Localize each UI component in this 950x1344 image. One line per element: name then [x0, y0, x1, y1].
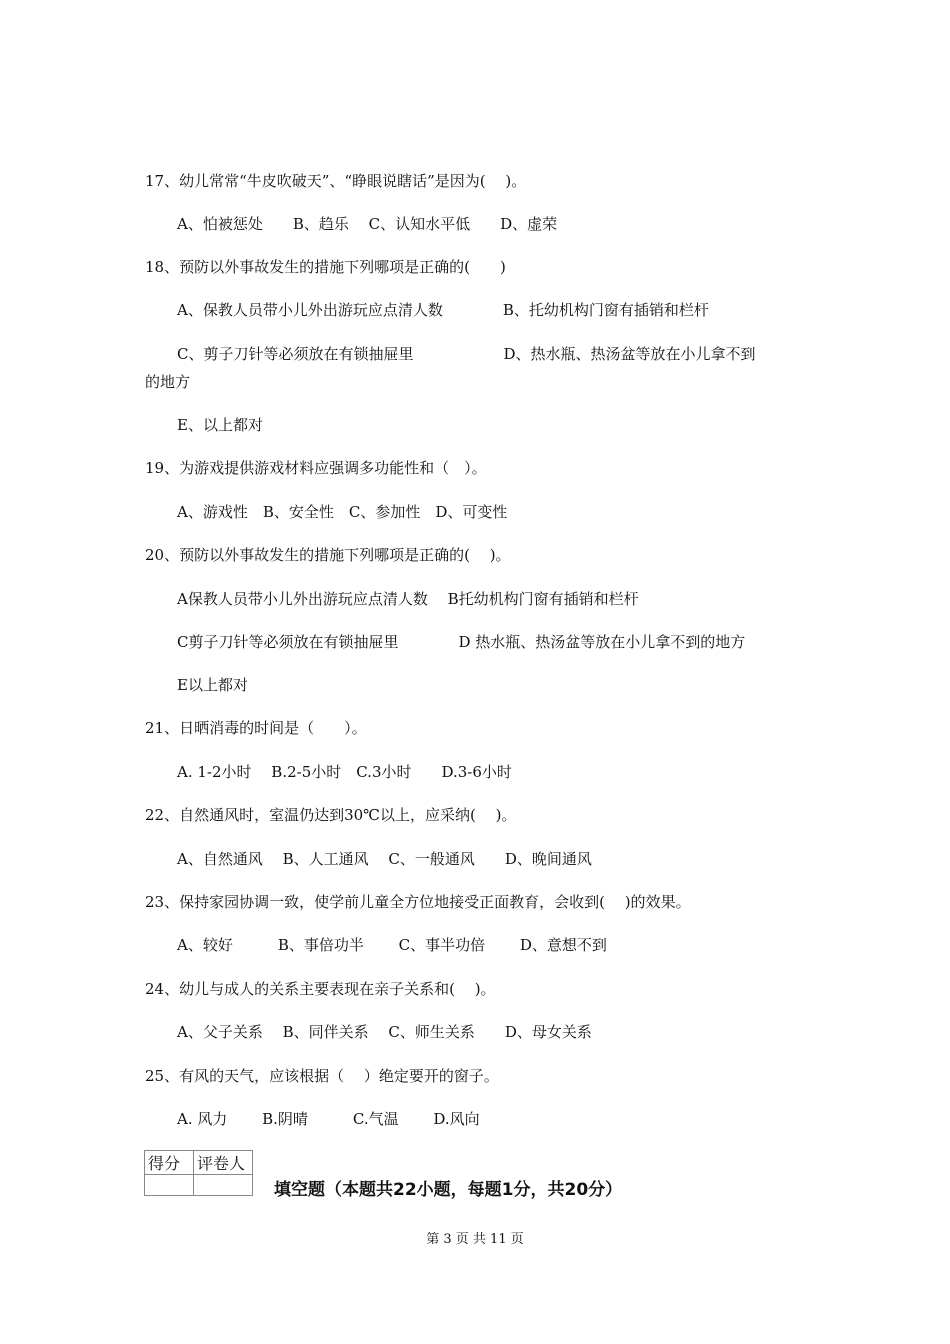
- grader-cell[interactable]: [194, 1175, 253, 1196]
- question-20-stem: 20、预防以外事故发生的措施下列哪项是正确的( )。: [145, 546, 511, 564]
- score-table: [144, 1150, 253, 1196]
- score-cell[interactable]: [145, 1175, 194, 1196]
- question-23-options: A、较好 B、事倍功半 C、事半功倍 D、意想不到: [177, 936, 607, 954]
- question-22-options: A、自然通风 B、人工通风 C、一般通风 D、晚间通风: [177, 850, 592, 868]
- question-18-stem: 18、预防以外事故发生的措施下列哪项是正确的( ): [145, 258, 506, 276]
- question-18-options-cd: C、剪子刀针等必须放在有锁抽屉里 D、热水瓶、热汤盆等放在小儿拿不到: [177, 345, 756, 363]
- question-17-options: A、怕被惩处 B、趋乐 C、认知水平低 D、虚荣: [177, 215, 558, 233]
- question-20-option-e: E以上都对: [177, 676, 248, 694]
- grader-header: 评卷人: [194, 1151, 253, 1175]
- question-20-options-ab: A保教人员带小儿外出游玩应点清人数 B托幼机构门窗有插销和栏杆: [177, 590, 639, 608]
- question-18-option-e: E、以上都对: [177, 416, 263, 434]
- question-25-options: A. 风力 B.阴晴 C.气温 D.风向: [177, 1110, 480, 1128]
- question-24-options: A、父子关系 B、同伴关系 C、师生关系 D、母女关系: [177, 1023, 592, 1041]
- page-footer: 第 3 页 共 11 页: [426, 1232, 524, 1247]
- question-19-options: A、游戏性 B、安全性 C、参加性 D、可变性: [177, 503, 508, 521]
- score-header: 得分: [145, 1151, 194, 1175]
- question-20-options-cd: C剪子刀针等必须放在有锁抽屉里 D 热水瓶、热汤盆等放在小儿拿不到的地方: [177, 633, 746, 651]
- question-17-stem: 17、幼儿常常“牛皮吹破天”、“睁眼说瞎话”是因为( )。: [145, 172, 527, 190]
- question-22-stem: 22、自然通风时，室温仍达到30℃以上，应采纳( )。: [145, 806, 517, 824]
- section-title: 填空题（本题共22小题，每题1分，共20分）: [274, 1180, 623, 1200]
- question-18-wrap-text: 的地方: [145, 373, 191, 391]
- question-25-stem: 25、有风的天气，应该根据（ ）绝定要开的窗子。: [145, 1067, 499, 1085]
- question-24-stem: 24、幼儿与成人的关系主要表现在亲子关系和( )。: [145, 980, 496, 998]
- question-23-stem: 23、保持家园协调一致，使学前儿童全方位地接受正面教育，会收到( )的效果。: [145, 893, 691, 911]
- question-19-stem: 19、为游戏提供游戏材料应强调多功能性和（ ）。: [145, 459, 487, 477]
- question-21-stem: 21、日晒消毒的时间是（ ）。: [145, 719, 367, 737]
- question-21-options: A. 1-2小时 B.2-5小时 C.3小时 D.3-6小时: [177, 763, 512, 781]
- question-18-options-ab: A、保教人员带小儿外出游玩应点清人数 B、托幼机构门窗有插销和栏杆: [177, 301, 709, 319]
